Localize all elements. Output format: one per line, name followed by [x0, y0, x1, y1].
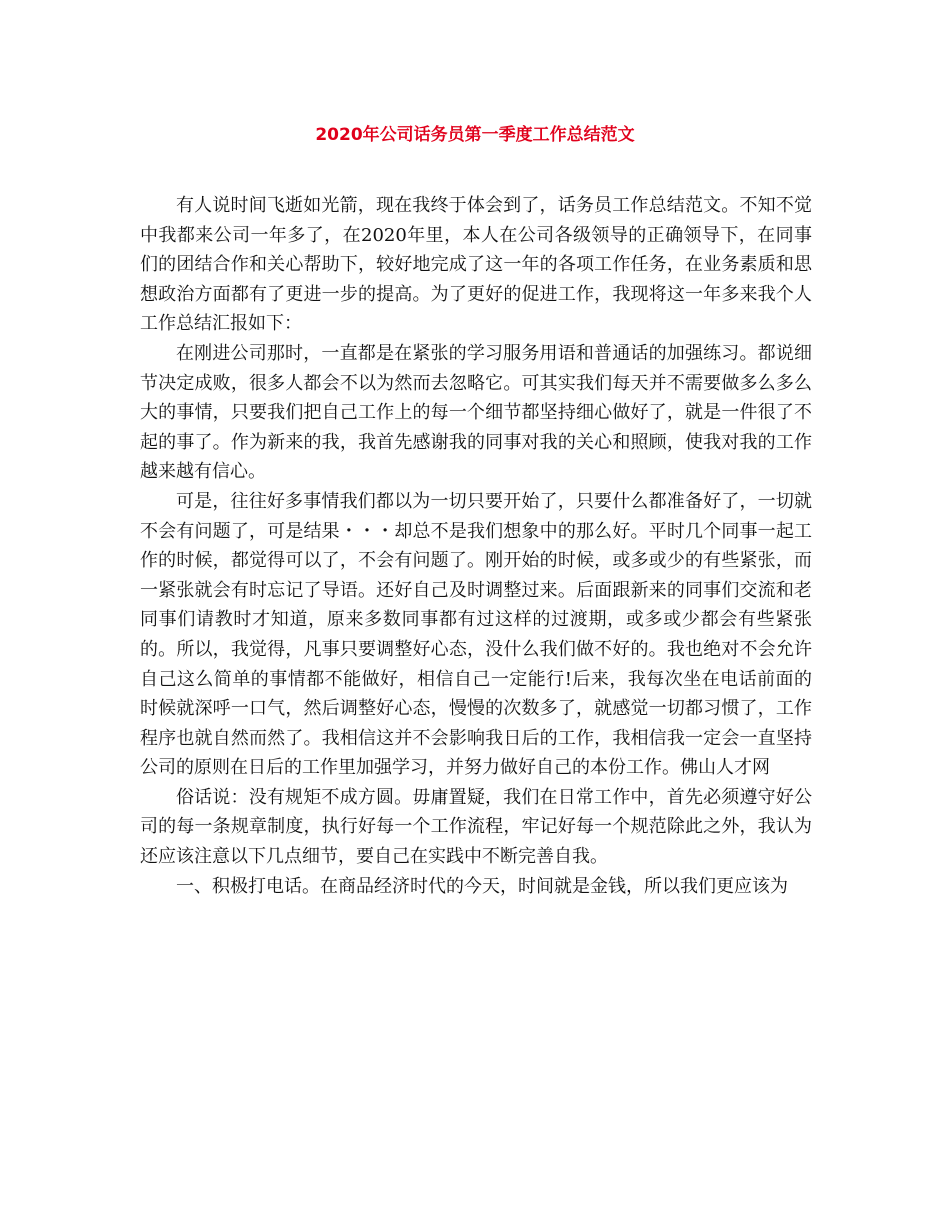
paragraph-1: 有人说时间飞逝如光箭，现在我终于体会到了，话务员工作总结范文。不知不觉中我都来公司一年多了，在2020年里，本人在公司各级领导的正确领导下，在同事们的团结合作和关心帮助下，较好地完成了这一年的各项工作任务，在业务素质和思想政治方面都有了更进一步的提高。为了更好的促进工作，我现将这一年多来我个人工作总结汇报如下：: [140, 195, 812, 335]
paragraph-3: 可是，往往好多事情我们都以为一切只要开始了，只要什么都准备好了，一切就不会有问题了，可是结果・・・却总不是我们想象中的那么好。平时几个同事一起工作的时候，都觉得可以了，不会有问题了。刚开始的时候，或多或少的有些紧张，而一紧张就会有时忘记了导语。还好自己及时调整过来。后面跟新来的同事们交流和老同事们请教时才知道，原来多数同事都有过这样的过渡期，或多或少都会有些紧张的。所以，我觉得，凡事只要调整好心态，没什么我们做不好的。我也绝对不会允许自己这么简单的事情都不能做好，相信自己一定能行!后来，我每次坐在电话前面的时候就深呼一口气，然后调整好心态，慢慢的次数多了，就感觉一切都习惯了，工作程序也就自然而然了。我相信这并不会影响我日后的工作，我相信我一定会一直坚持公司的原则在日后的工作里加强学习，并努力做好自己的本份工作。佛山人才网: [140, 490, 812, 779]
document-body: [140, 191, 812, 901]
paragraph-4: 俗话说：没有规矩不成方圆。毋庸置疑，我们在日常工作中，首先必须遵守好公司的每一条规章制度，执行好每一个工作流程，牢记好每一个规范除此之外，我认为还应该注意以下几点细节，要自己在实践中不断完善自我。: [140, 786, 812, 868]
paragraph-5: 一、积极打电话。在商品经济时代的今天，时间就是金钱，所以我们更应该为: [176, 875, 788, 897]
paragraph-2: 在刚进公司那时，一直都是在紧张的学习服务用语和普通话的加强练习。都说细节决定成败，很多人都会不以为然而去忽略它。可其实我们每天并不需要做多么多么大的事情，只要我们把自己工作上的每一个细节都坚持细心做好了，就是一件很了不起的事了。作为新来的我，我首先感谢我的同事对我的关心和照顾，使我对我的工作越来越有信心。: [140, 342, 812, 483]
document-title: 2020年公司话务员第一季度工作总结范文: [315, 125, 635, 145]
